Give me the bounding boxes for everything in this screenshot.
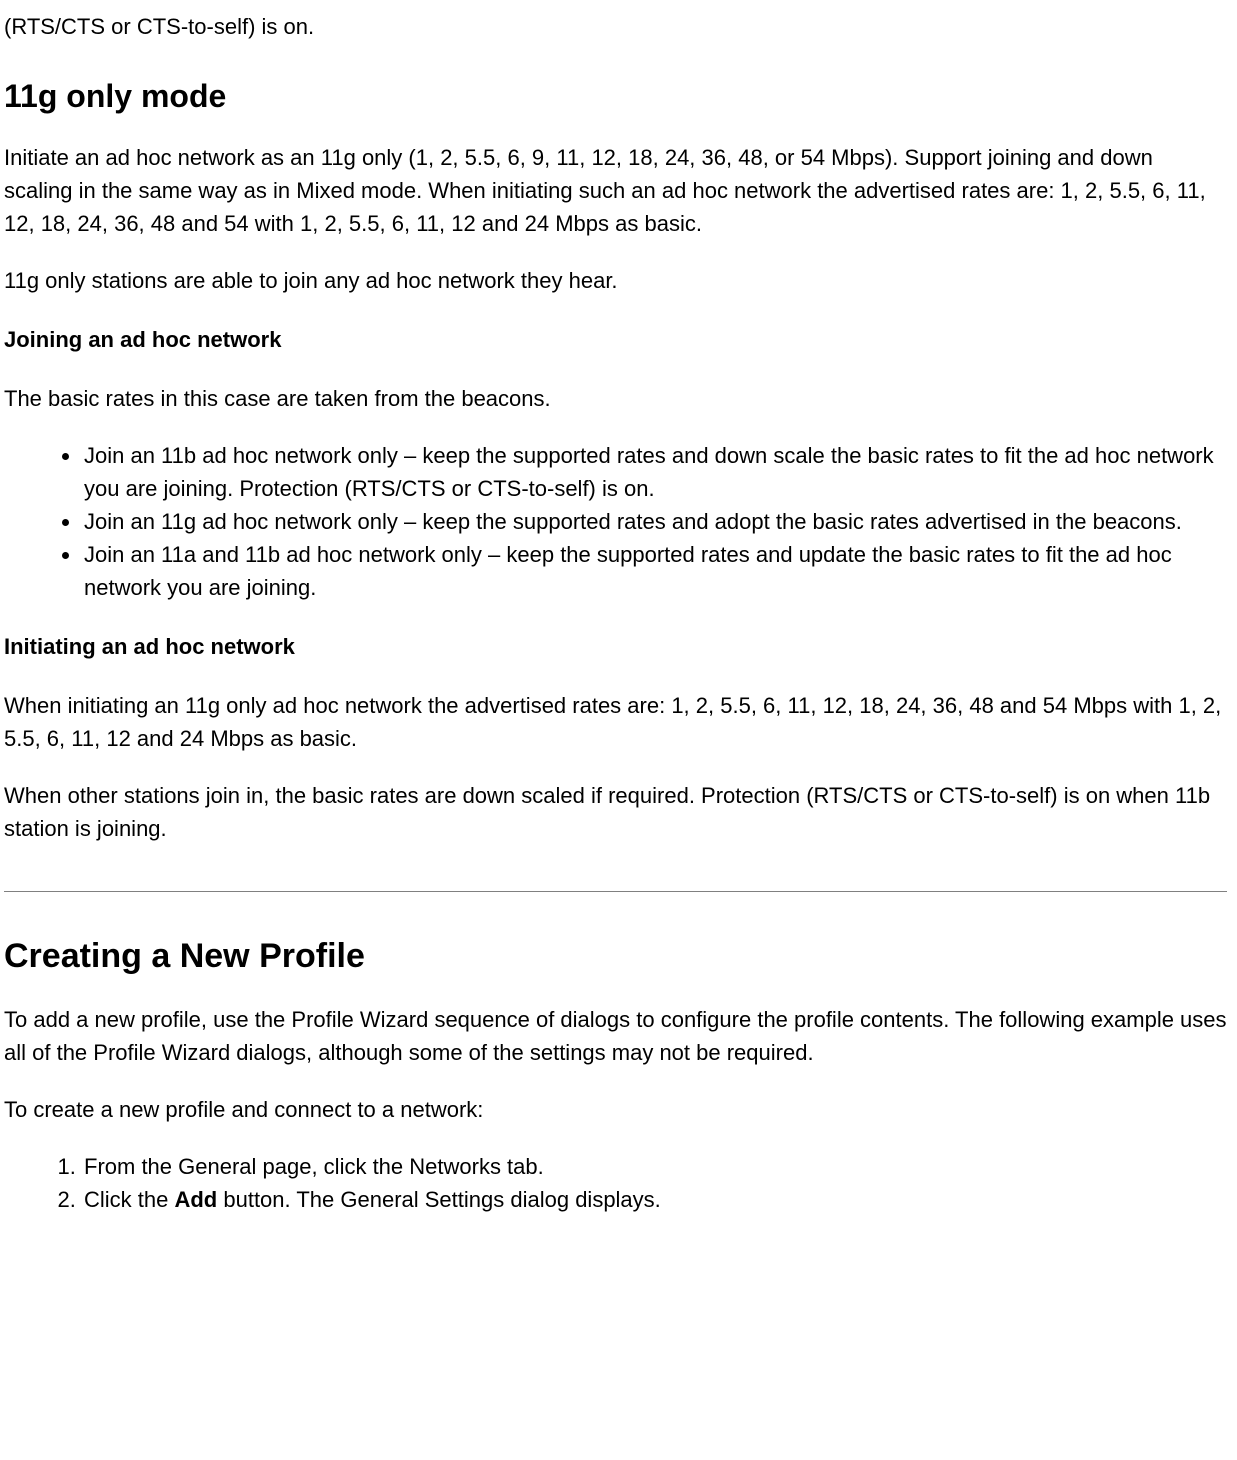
paragraph-initiating-rates: When initiating an 11g only ad hoc network the advertised rates are: 1, 2, 5.5, 6, 11, 12, 18, 24, 36, 48 and 54 Mbps with 1, 2, 5.5, 6, 11, 12 and 24 Mbps as basic. xyxy=(4,693,1222,752)
paragraph-basic-rates-beacons: The basic rates in this case are taken from the beacons. xyxy=(4,386,551,412)
step-text: Click the xyxy=(84,1187,175,1213)
section-divider xyxy=(4,891,1227,892)
list-item xyxy=(82,1150,1227,1183)
subheading-initiating-ad-hoc: Initiating an ad hoc network xyxy=(4,634,295,660)
paragraph-other-stations: When other stations join in, the basic rates are down scaled if required. Protection (RTS/CTS or CTS-to-self) is on when 11b station is joining. xyxy=(4,783,1211,842)
paragraph-11g-initiate: Initiate an ad hoc network as an 11g only (1, 2, 5.5, 6, 9, 11, 12, 18, 24, 36, 48, or 54 Mbps). Support joining and down scaling in the same way as in Mixed mode. When initiating such an ad hoc network the advertised rates are: 1, 2, 5.5, 6, 11, 12, 18, 24, 36, 48 and 54 with 1, 2, 5.5, 6, 11, 12 and 24 Mbps as basic. xyxy=(4,145,1206,237)
section-title-11g-only-mode: 11g only mode xyxy=(4,78,227,114)
list-item xyxy=(82,1183,1227,1216)
create-profile-step-list xyxy=(4,1150,1227,1216)
paragraph-create-profile-lead: To create a new profile and connect to a network: xyxy=(4,1097,484,1123)
paragraph-profile-wizard: To add a new profile, use the Profile Wizard sequence of dialogs to configure the profile contents. The following example uses all of the Profile Wizard dialogs, although some of the settings may not be required. xyxy=(4,1007,1227,1066)
section-title-creating-new-profile: Creating a New Profile xyxy=(4,937,365,976)
previous-paragraph-fragment: (RTS/CTS or CTS-to-self) is on. xyxy=(4,14,315,39)
list-item: • Join an 11b ad hoc network only – keep the supported rates and down scale the basic rates to fit the ad hoc network you are joining. Protection (RTS/CTS or CTS-to-self) is on. xyxy=(82,439,1227,505)
list-item: • Join an 11g ad hoc network only – keep the supported rates and adopt the basic rates advertised in the beacons. xyxy=(82,505,1227,538)
step-text: button. The General Settings dialog displays. xyxy=(217,1187,661,1213)
subheading-joining-ad-hoc: Joining an ad hoc network xyxy=(4,327,282,353)
list-item: • Join an 11a and 11b ad hoc network only – keep the supported rates and update the basic rates to fit the ad hoc network you are joining. xyxy=(82,538,1227,604)
step-bold-text: Add xyxy=(174,1187,218,1213)
paragraph-11g-stations: 11g only stations are able to join any ad hoc network they hear. xyxy=(4,268,618,294)
step-text: From the General page, click the Networks tab. xyxy=(84,1154,544,1180)
joining-bullet-list xyxy=(4,439,1227,604)
